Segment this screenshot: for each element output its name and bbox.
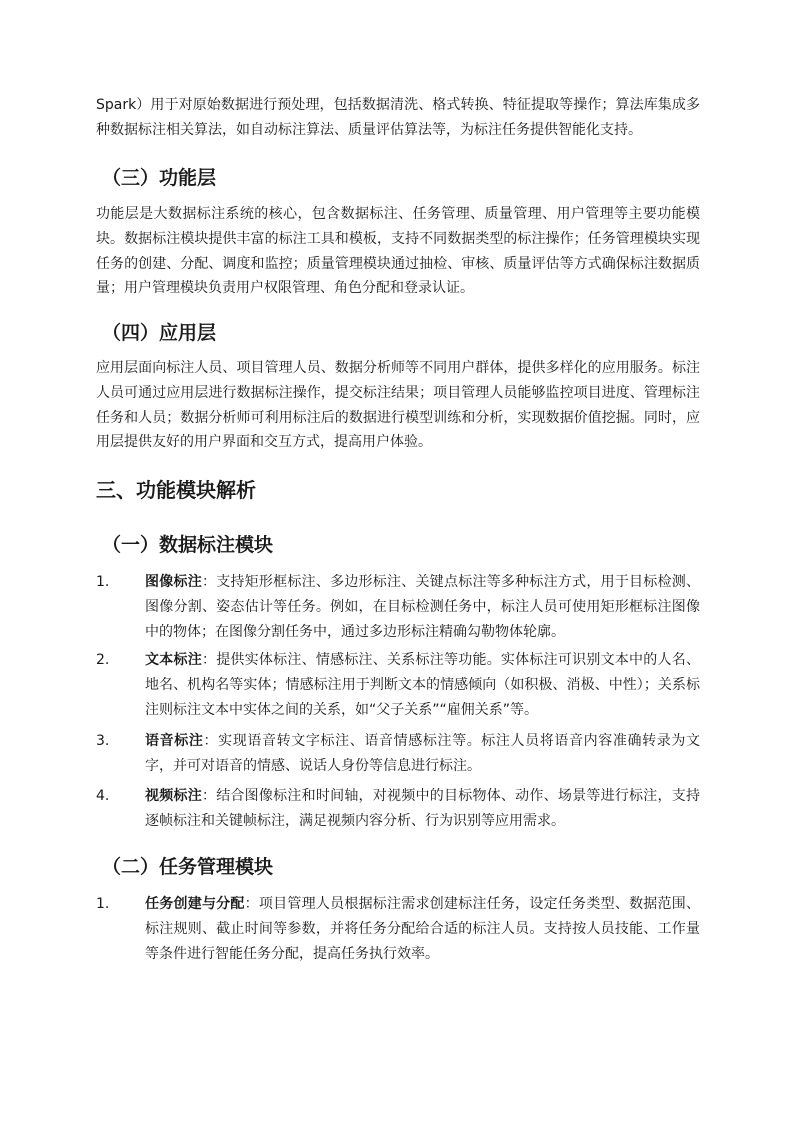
list-item-number: 1. xyxy=(96,574,110,590)
list-item-text xyxy=(145,729,700,779)
list-item-text xyxy=(145,892,700,966)
list-item-number: 4. xyxy=(96,788,110,804)
list-item-label: 语音标注 xyxy=(145,733,204,749)
task-module-heading: （二）任务管理模块 xyxy=(102,856,274,878)
list-item xyxy=(96,648,700,722)
application-layer-paragraph: 应用层面向标注人员、项目管理人员、数据分析师等不同用户群体，提供多样化的应用服务。标注人员可通过应用层进行数据标注操作，提交标注结果；项目管理人员能够监控项目进度、管理标注任务和人员；数据分析师可利用标注后的数据进行模型训练和分析，实现数据价值挖掘。同时，应用层提供友好的用户界面和交互方式，提高用户体验。 xyxy=(96,360,700,451)
list-item-body: ：结合图像标注和时间轴，对视频中的目标物体、动作、场景等进行标注，支持逐帧标注和关键帧标注，满足视频内容分析、行为识别等应用需求。 xyxy=(145,788,701,829)
list-item xyxy=(96,729,700,779)
list-item-body: ：项目管理人员根据标注需求创建标注任务，设定任务类型、数据范围、标注规则、截止时间等参数，并将任务分配给合适的标注人员。支持按人员技能、工作量等条件进行智能任务分配，提高任务执行效率。 xyxy=(145,896,701,962)
list-item-number: 2. xyxy=(96,652,110,668)
function-layer-paragraph: 功能层是大数据标注系统的核心，包含数据标注、任务管理、质量管理、用户管理等主要功能模块。数据标注模块提供丰富的标注工具和模板，支持不同数据类型的标注操作；任务管理模块实现任务的创建、分配、调度和监控；质量管理模块通过抽检、审核、质量评估等方式确保标注数据质量；用户管理模块负责用户权限管理、角色分配和登录认证。 xyxy=(96,206,700,297)
list-item-label: 文本标注 xyxy=(145,652,202,668)
intro-paragraph: Spark）用于对原始数据进行预处理，包括数据清洗、格式转换、特征提取等操作；算法库集成多种数据标注相关算法，如自动标注算法、质量评估算法等，为标注任务提供智能化支持。 xyxy=(96,97,700,138)
list-item-body: ：提供实体标注、情感标注、关系标注等功能。实体标注可识别文本中的人名、地名、机构名等实体；情感标注用于判断文本的情感倾向（如积极、消极、中性）；关系标注则标注文本中实体之间的关系，如“父子关系”“雇佣关系”等。 xyxy=(145,652,701,718)
list-item-text xyxy=(145,648,700,722)
application-layer-heading: （四）应用层 xyxy=(102,322,217,344)
list-item xyxy=(96,570,700,644)
list-item xyxy=(96,892,700,966)
function-layer-heading: （三）功能层 xyxy=(102,167,217,189)
annotation-module-heading: （一）数据标注模块 xyxy=(102,534,274,556)
list-item-label: 任务创建与分配 xyxy=(145,896,245,912)
list-item-body: ：实现语音转文字标注、语音情感标注等。标注人员将语音内容准确转录为文字，并可对语音的情感、说话人身份等信息进行标注。 xyxy=(145,733,701,774)
list-item-number: 3. xyxy=(96,733,110,749)
list-item-text xyxy=(145,784,700,834)
list-item-label: 视频标注 xyxy=(145,788,202,804)
list-item-text xyxy=(145,570,700,644)
list-item-body: ：支持矩形框标注、多边形标注、关键点标注等多种标注方式，用于目标检测、图像分割、姿态估计等任务。例如，在目标检测任务中，标注人员可使用矩形框标注图像中的物体；在图像分割任务中，通过多边形标注精确勾勒物体轮廓。 xyxy=(145,574,701,640)
list-item-label: 图像标注 xyxy=(145,574,202,590)
section-three-heading: 三、功能模块解析 xyxy=(96,478,256,502)
list-item xyxy=(96,784,700,834)
list-item-number: 1. xyxy=(96,896,110,912)
